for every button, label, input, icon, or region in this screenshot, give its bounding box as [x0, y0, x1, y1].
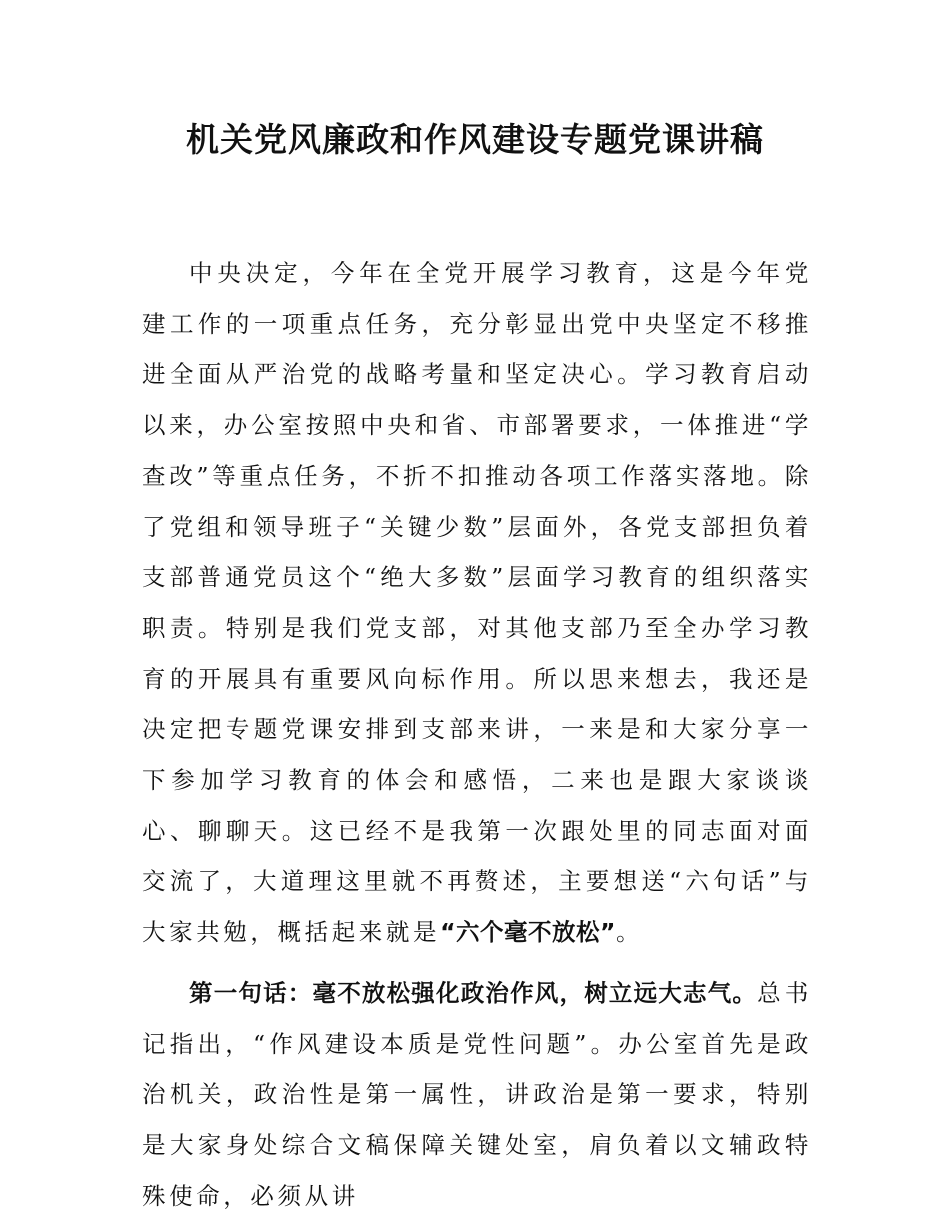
paragraph-first-point [142, 968, 812, 1222]
document-body [142, 248, 812, 1221]
document-title: 机关党风廉政和作风建设专题党课讲稿 [186, 120, 764, 159]
first-point-text: 总书记指出，“作风建设本质是党性问题”。办公室首先是政治机关，政治性是第一属性，讲政治是第一要求，特别是大家身处综合文稿保障关键处室，肩负着以文辅政特殊使命，必须从讲 [142, 978, 813, 1210]
first-point-heading: 第一句话：毫不放松强化政治作风，树立远大志气。 [189, 978, 758, 1007]
paragraph-intro [142, 248, 812, 958]
paragraph-intro-tail: 。 [616, 918, 644, 947]
paragraph-intro-emphasis: “六个毫不放松” [440, 918, 616, 947]
paragraph-intro-text: 中央决定，今年在全党开展学习教育，这是今年党建工作的一项重点任务，充分彰显出党中央坚定不移推进全面从严治党的战略考量和坚定决心。学习教育启动以来，办公室按照中央和省、市部署要求，一体推进“学查改”等重点任务，不折不扣推动各项工作落实落地。除了党组和领导班子“关键少数”层面外，各党支部担负着支部普通党员这个“绝大多数”层面学习教育的组织落实职责。特别是我们党支部，对其他支部乃至全办学习教育的开展具有重要风向标作用。所以思来想去，我还是决定把专题党课安排到支部来讲，一来是和大家分享一下参加学习教育的体会和感悟，二来也是跟大家谈谈心、聊聊天。这已经不是我第一次跟处里的同志面对面交流了，大道理这里就不再赘述，主要想送“六句话”与大家共勉，概括起来就是 [142, 259, 812, 947]
